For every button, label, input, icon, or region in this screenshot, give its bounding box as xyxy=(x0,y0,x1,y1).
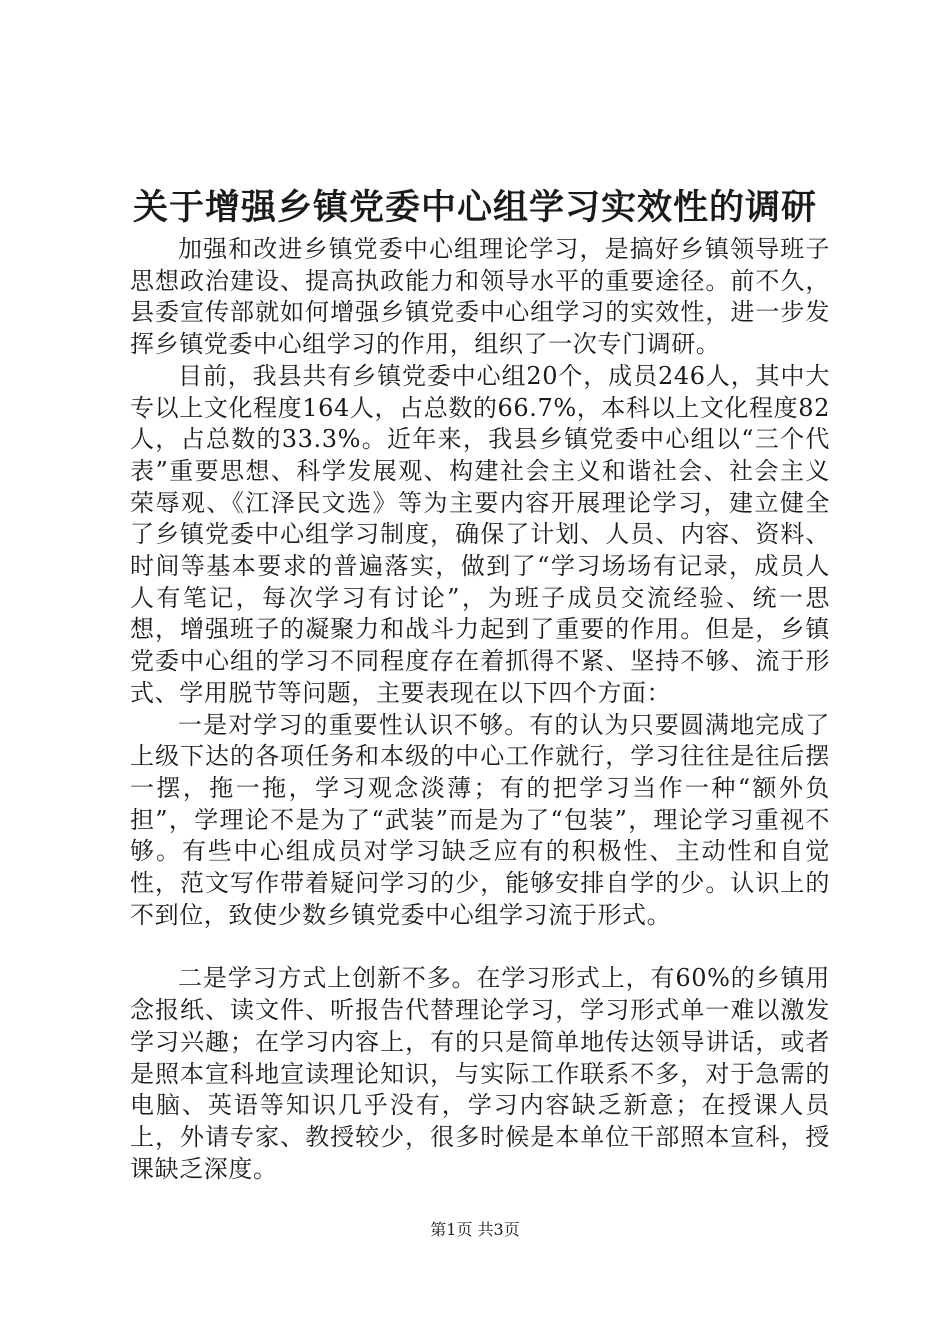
paragraph-problem-two: 二是学习方式上创新不多。在学习形式上，有60%的乡镇用念报纸、读文件、听报告代替理论学习，学习形式单一难以激发学习兴趣；在学习内容上，有的只是简单地传达领导讲话，或者是照本宣科地宣读理论知识，与实际工作联系不多，对于急需的电脑、英语等知识几乎没有，学习内容缺乏新意；在授课人员上，外请专家、教授较少，很多时候是本单位干部照本宣科，授课缺乏深度。 xyxy=(130,964,830,1183)
paragraph-intro: 加强和改进乡镇党委中心组理论学习，是搞好乡镇领导班子思想政治建设、提高执政能力和领导水平的重要途径。前不久，县委宣传部就如何增强乡镇党委中心组学习的实效性，进一步发挥乡镇党委中心组学习的作用，组织了一次专门调研。 xyxy=(130,235,830,359)
paragraph-current-status: 目前，我县共有乡镇党委中心组20个，成员246人，其中大专以上文化程度164人，占总数的66.7%，本科以上文化程度82人，占总数的33.3%。近年来，我县乡镇党委中心组以“三个代表”重要思想、科学发展观、构建社会主义和谐社会、社会主义荣辱观、《江泽民文选》等为主要内容开展理论学习，建立健全了乡镇党委中心组学习制度，确保了计划、人员、内容、资料、时间等基本要求的普遍落实，做到了“学习场场有记录，成员人人有笔记，每次学习有讨论”，为班子成员交流经验、统一思想，增强班子的凝聚力和战斗力起到了重要的作用。但是，乡镇党委中心组的学习不同程度存在着抓得不紧、坚持不够、流于形式、学用脱节等问题，主要表现在以下四个方面： xyxy=(130,361,830,707)
page-number-footer: 第1页 共3页 xyxy=(430,1220,520,1239)
document-title: 关于增强乡镇党委中心组学习实效性的调研 xyxy=(132,187,817,228)
document-body xyxy=(130,234,830,1185)
paragraph-problem-one: 一是对学习的重要性认识不够。有的认为只要圆满地完成了上级下达的各项任务和本级的中心工作就行，学习往往是往后摆一摆，拖一拖，学习观念淡薄；有的把学习当作一种“额外负担”，学理论不是为了“武装”而是为了“包装”，理论学习重视不够。有些中心组成员对学习缺乏应有的积极性、主动性和自觉性，范文写作带着疑问学习的少，能够安排自学的少。认识上的不到位，致使少数乡镇党委中心组学习流于形式。 xyxy=(130,710,830,929)
